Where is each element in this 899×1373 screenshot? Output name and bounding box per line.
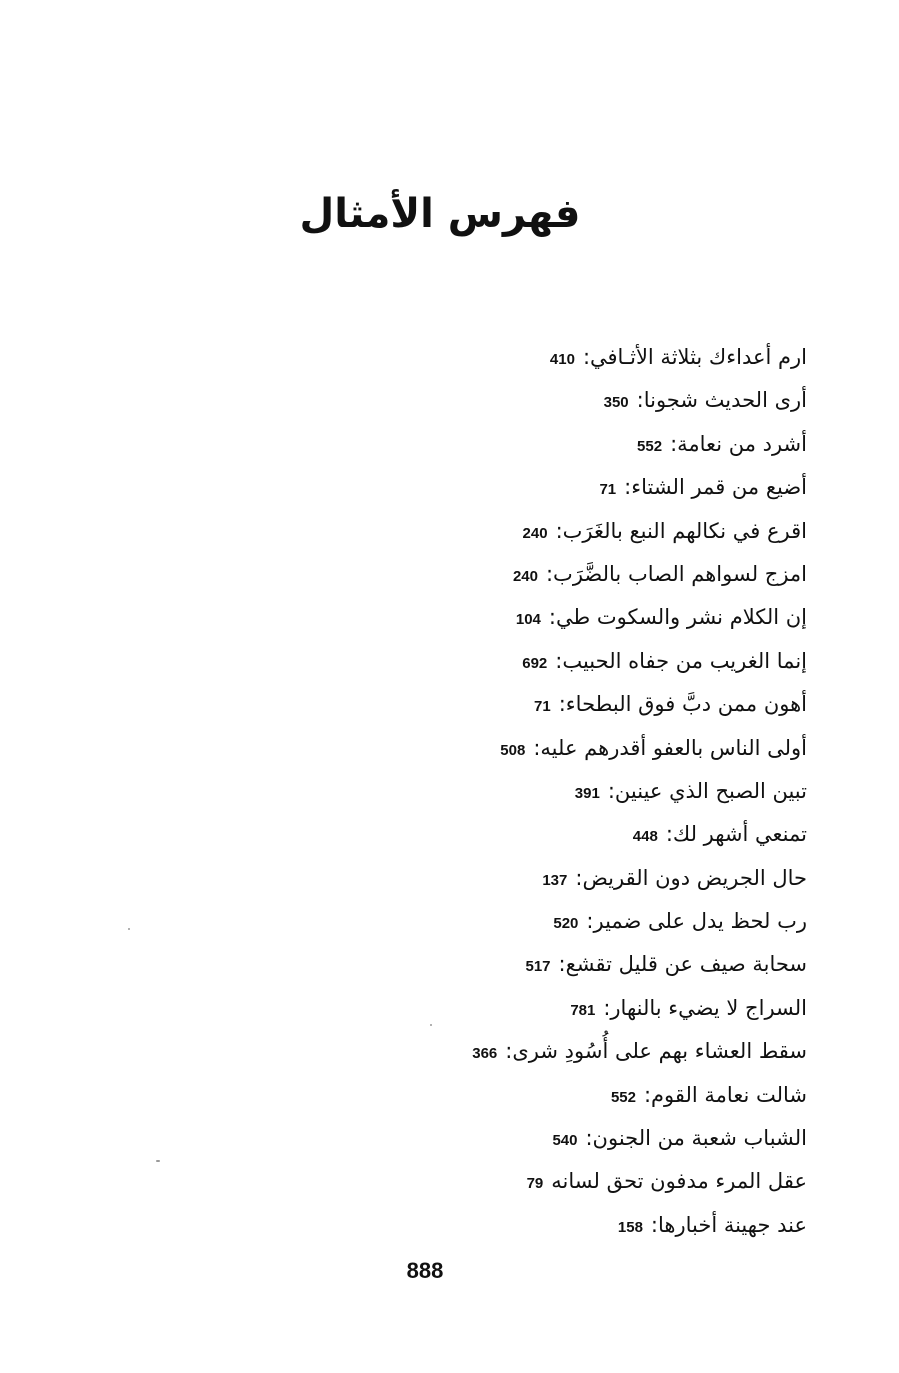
page-title: فهرس الأمثال (299, 191, 581, 237)
index-entry (347, 683, 807, 726)
page-reference: 410 (549, 351, 575, 368)
proverb-text: شالت نعامة القوم: (643, 1082, 807, 1107)
proverb-text: رب لحظ يدل على ضمير: (586, 909, 807, 934)
page-reference: 240 (512, 567, 538, 585)
page-reference: 520 (553, 915, 579, 933)
page-reference: 781 (570, 1001, 596, 1019)
proverb-text: حال الجريض دون القريض: (575, 865, 807, 890)
index-entry (347, 553, 807, 596)
page-reference: 391 (574, 784, 600, 802)
scan-speck (156, 1160, 160, 1162)
page-reference: 71 (599, 481, 617, 499)
index-entry (347, 1204, 807, 1247)
proverb-text: إنما الغريب من جفاه الحبيب: (555, 648, 807, 673)
page-reference: 540 (552, 1132, 578, 1150)
proverbs-index-list (347, 336, 807, 1247)
proverb-text: اقرع في نكالهم النبع بالغَرَب: (555, 518, 807, 543)
proverb-text: سحابة صيف عن قليل تقشع: (558, 952, 807, 977)
proverb-text: أولى الناس بالعفو أقدرهم عليه: (533, 735, 807, 760)
page-reference: 508 (500, 741, 526, 759)
proverb-text: ارم أعداءك بثلاثة الأثـافي: (582, 345, 807, 369)
index-entry (347, 727, 807, 770)
proverb-text: أرى الحديث شجونا: (636, 388, 807, 413)
proverb-text: أشرد من نعامة: (670, 431, 807, 456)
index-entry (347, 813, 807, 856)
index-entry (347, 900, 807, 943)
page-reference: 350 (603, 394, 629, 412)
proverb-text: تمنعي أشهر لك: (665, 822, 807, 847)
proverb-text: إن الكلام نشر والسكوت طي: (548, 605, 807, 630)
page-reference: 158 (617, 1218, 643, 1236)
scan-speck (430, 1024, 432, 1026)
index-entry (347, 857, 807, 900)
index-entry (347, 1074, 807, 1117)
page-reference: 79 (526, 1175, 544, 1193)
page-reference: 71 (534, 698, 551, 716)
index-entry (347, 1030, 807, 1073)
proverb-text: عند جهينة أخبارها: (650, 1212, 807, 1237)
proverb-text: عقل المرء مدفون تحق لسانه (551, 1169, 807, 1194)
index-entry (347, 510, 807, 553)
proverb-text: أضيع من قمر الشتاء: (624, 475, 807, 500)
page-reference: 240 (522, 524, 548, 542)
index-entry (347, 1160, 807, 1203)
page-reference: 366 (472, 1045, 498, 1063)
page-number: 888 (406, 1258, 444, 1283)
page-reference: 517 (525, 958, 551, 976)
page-reference: 692 (522, 654, 548, 672)
scan-speck (128, 928, 130, 930)
index-entry (347, 943, 807, 986)
proverb-text: السراج لا يضيء بالنهار: (603, 995, 807, 1020)
index-entry (347, 987, 807, 1030)
page-reference: 448 (632, 828, 658, 846)
index-entry (347, 466, 807, 509)
page-reference: 104 (515, 611, 541, 629)
index-entry (347, 1117, 807, 1160)
proverb-text: تبين الصبح الذي عينين: (607, 778, 807, 803)
index-entry (347, 379, 807, 422)
proverb-text: امزج لسواهم الصاب بالضَّرَب: (545, 561, 807, 586)
page-reference: 552 (610, 1088, 636, 1106)
index-entry (347, 336, 807, 379)
index-entry (347, 640, 807, 683)
index-entry (347, 596, 807, 639)
proverb-text: سقط العشاء بهم على أُسُودِ شرى: (505, 1039, 807, 1064)
page-reference: 137 (542, 871, 568, 889)
index-entry (347, 423, 807, 466)
proverb-text: الشباب شعبة من الجنون: (585, 1126, 807, 1151)
proverb-text: أهون ممن دبَّ فوق البطحاء: (558, 692, 807, 717)
page-reference: 552 (637, 437, 663, 455)
index-entry (347, 770, 807, 813)
